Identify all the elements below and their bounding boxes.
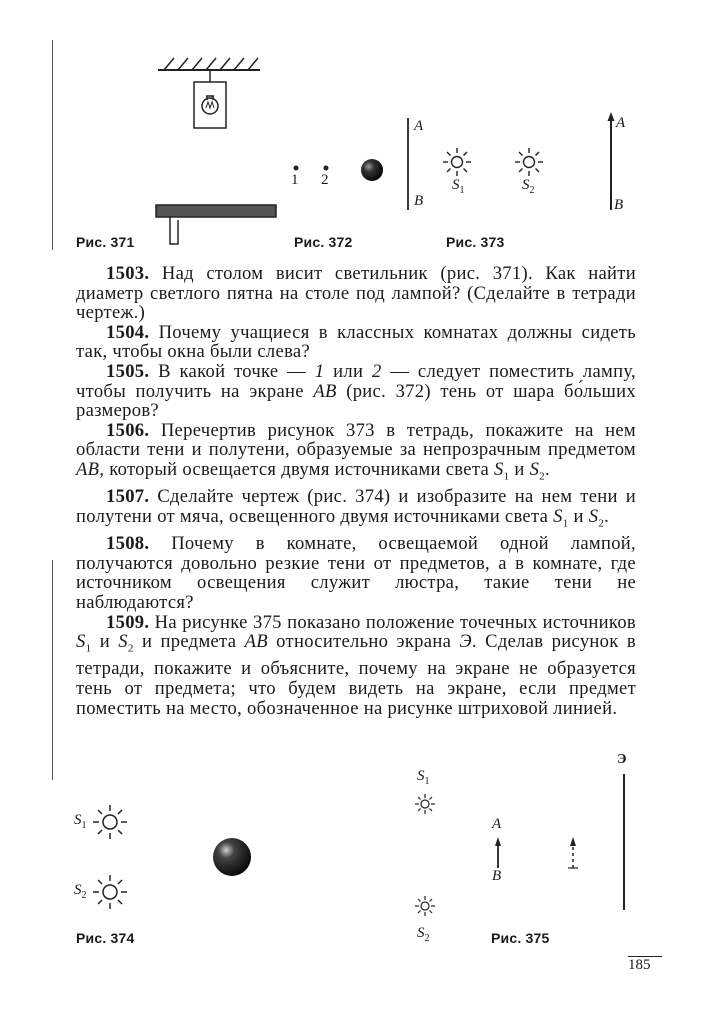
- fig373-s2-label: $S_2$: [522, 177, 535, 196]
- sun-icon: [415, 896, 435, 916]
- sun-icon: [443, 148, 471, 176]
- fig373-arrow-bottom: B: [614, 197, 624, 213]
- fig374-caption: Рис. 374: [76, 930, 135, 946]
- fig371-caption: Рис. 371: [76, 234, 135, 250]
- fig375-s2-label: $S_2$: [417, 925, 430, 944]
- fig374-s1-label: $S_1$: [74, 812, 87, 831]
- fig374-s2-label: $S_2$: [74, 882, 87, 901]
- sun-icon: [515, 148, 543, 176]
- fig372-point1: 1: [291, 172, 299, 188]
- margin-mark: [52, 560, 53, 780]
- fig375-object-top: A: [492, 816, 502, 832]
- fig373-arrow-top: A: [616, 115, 626, 131]
- figure-374: [90, 800, 270, 920]
- problem-1503: 1503. Над столом висит светильник (рис. 371). Как найти диаметр светлого пятна на столе под лампой? (Сделайте в тетради чертеж.): [76, 263, 636, 324]
- problem-1505: 1505. В какой точке — 1 или 2 — следует поместить лампу, чтобы получить на экране AB (рис. 372) тень от шара бо́льших размеров?: [76, 360, 637, 422]
- fig373-s1-label: $S_1$: [452, 177, 465, 196]
- sun-icon: [93, 805, 127, 839]
- fig373-caption: Рис. 373: [446, 234, 505, 250]
- figure-372: [280, 110, 430, 220]
- problem-1506: 1506. Перечертив рисунок 373 в тетрадь, покажите на нем области тени и полутени, образуемые за непрозрачным предметом AB, который освещается двумя источниками света $S_1$ и $S_2$.: [76, 419, 636, 483]
- page-number: 185: [628, 956, 662, 974]
- fig372-point2: 2: [321, 172, 329, 188]
- problem-1507: 1507. Сделайте чертеж (рис. 374) и изобразите на нем тени и полутени от мяча, освещенного двумя источниками света $S_1$ и $S_2$.: [76, 486, 636, 530]
- problem-1509: 1509. На рисунке 375 показано положение точечных источников $S_1$ и $S_2$ и предмета AB относительно экрана Э. Сделав рисунок в тетради, покажите и объясните, почему на экране не образуется тень от предмета; что будем видеть на экране, если предмет поместить на место, обозначенное на рисунке штриховой линией.: [76, 611, 636, 719]
- problems-text: [76, 264, 636, 718]
- fig375-object-bottom: B: [492, 868, 502, 884]
- fig372-screen-bottom: B: [414, 193, 424, 209]
- problem-1508: 1508. Почему в комнате, освещаемой одной лампой, получаются довольно резкие тени от предметов, а в комнате, где источником освещения служит люстра, такие тени не наблюдаются?: [76, 533, 637, 613]
- sun-icon: [93, 875, 127, 909]
- margin-mark: [52, 40, 53, 250]
- fig372-screen-top: A: [414, 118, 424, 134]
- figure-371: [150, 50, 280, 250]
- problem-1504: 1504. Почему учащиеся в классных комнатах должны сидеть так, чтобы окна были слева?: [76, 321, 636, 363]
- figure-373: [440, 110, 630, 220]
- fig372-caption: Рис. 372: [294, 234, 353, 250]
- fig375-s1-label: $S_1$: [417, 768, 430, 787]
- fig375-caption: Рис. 375: [491, 930, 550, 946]
- sun-icon: [415, 794, 435, 814]
- figure-375: [410, 760, 640, 920]
- fig375-screen-label: Э: [617, 752, 627, 767]
